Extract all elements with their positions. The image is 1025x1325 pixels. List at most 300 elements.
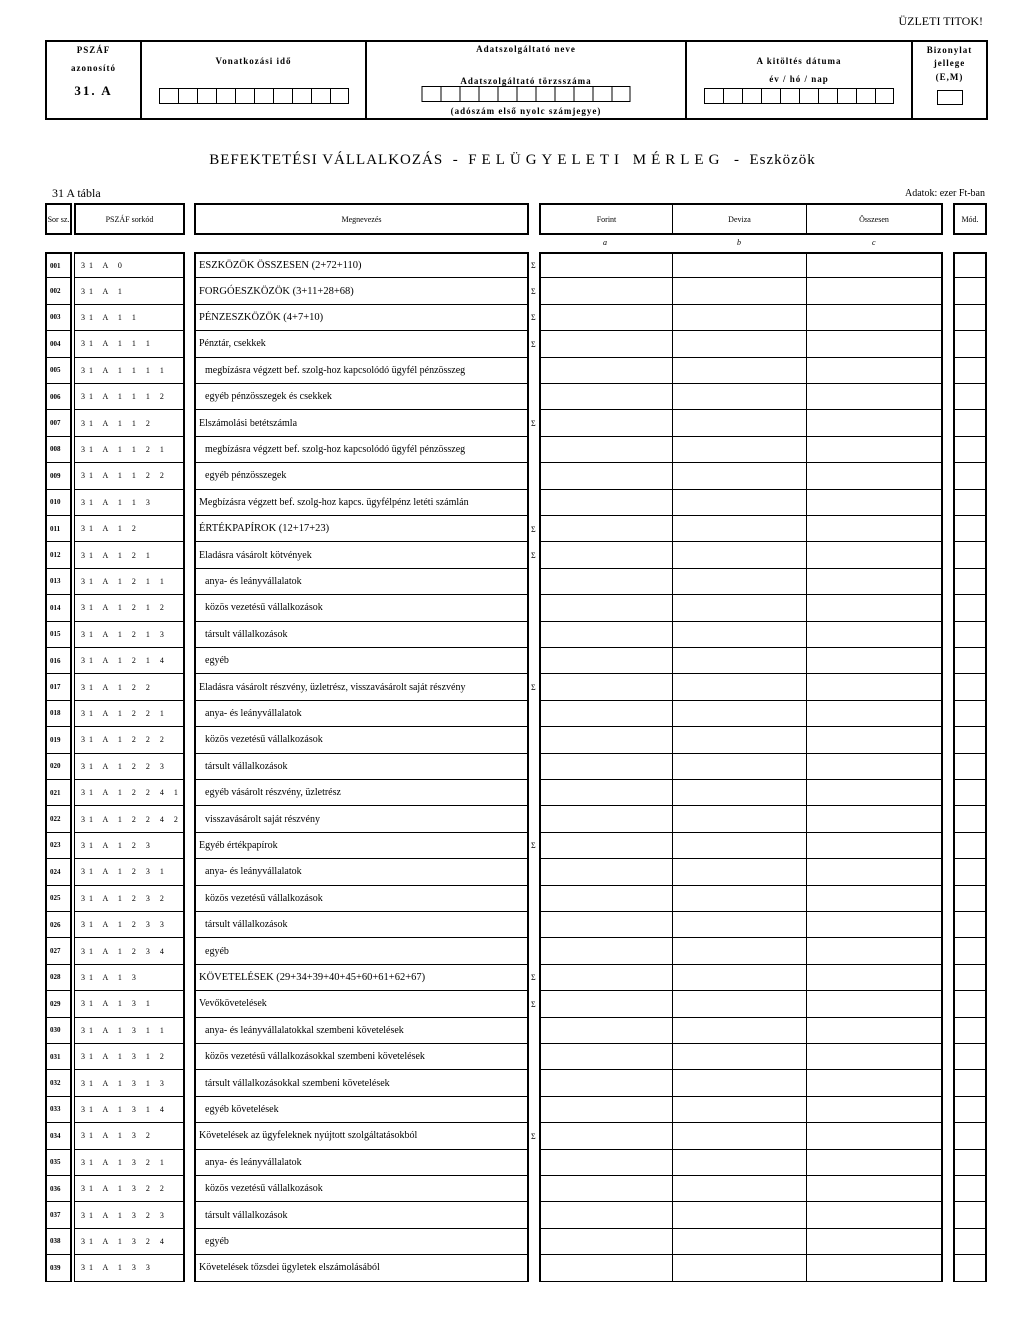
row-number: 025 xyxy=(45,886,72,912)
col-forint-header: Forint xyxy=(541,203,673,235)
deviza-cell[interactable] xyxy=(673,938,807,964)
mod-cell[interactable] xyxy=(953,806,987,832)
osszesen-cell[interactable] xyxy=(807,595,943,621)
row-code: 31 A 1 2 3 xyxy=(74,833,185,859)
row-label: egyéb pénzösszegek és csekkek xyxy=(194,384,529,410)
row-number: 035 xyxy=(45,1150,72,1176)
deviza-cell[interactable] xyxy=(673,1097,807,1123)
row-code: 31 A 1 2 3 2 xyxy=(74,886,185,912)
row-label: Egyéb értékpapírok xyxy=(194,833,529,859)
deviza-cell[interactable] xyxy=(673,1176,807,1202)
col-name-header: Megnevezés xyxy=(194,203,529,235)
row-number: 007 xyxy=(45,410,72,436)
mod-cell[interactable] xyxy=(953,331,987,357)
row-number: 026 xyxy=(45,912,72,938)
sum-marker xyxy=(531,886,539,912)
mod-cell[interactable] xyxy=(953,252,987,278)
osszesen-cell[interactable] xyxy=(807,463,943,489)
row-code: 31 A 1 2 2 4 2 xyxy=(74,806,185,832)
row-number: 029 xyxy=(45,991,72,1017)
row-number: 036 xyxy=(45,1176,72,1202)
sum-marker xyxy=(531,648,539,674)
osszesen-cell[interactable] xyxy=(807,622,943,648)
osszesen-cell[interactable] xyxy=(807,542,943,568)
row-number: 010 xyxy=(45,490,72,516)
sum-marker xyxy=(531,1070,539,1096)
mod-cell[interactable] xyxy=(953,754,987,780)
mod-cell[interactable] xyxy=(953,305,987,331)
osszesen-cell[interactable] xyxy=(807,806,943,832)
row-label: Eladásra vásárolt részvény, üzletrész, visszavásárolt saját részvény xyxy=(194,674,529,700)
sum-marker: Σ xyxy=(531,524,536,534)
provider-cell xyxy=(367,42,687,118)
sum-marker xyxy=(531,780,539,806)
deviza-cell[interactable] xyxy=(673,701,807,727)
sum-marker xyxy=(531,437,539,463)
row-label: megbízásra végzett bef. szolg-hoz kapcsolódó ügyfél pénzösszeg xyxy=(194,358,529,384)
row-number: 001 xyxy=(45,252,72,278)
deviza-cell[interactable] xyxy=(673,833,807,859)
table-row xyxy=(0,727,1025,753)
osszesen-cell[interactable] xyxy=(807,886,943,912)
osszesen-cell[interactable] xyxy=(807,859,943,885)
sum-marker xyxy=(531,1255,539,1281)
osszesen-cell[interactable] xyxy=(807,991,943,1017)
forint-cell[interactable] xyxy=(539,569,673,595)
sum-marker xyxy=(531,1202,539,1228)
row-label: Eladásra vásárolt kötvények xyxy=(194,542,529,568)
pszaf-code: 31. A xyxy=(74,83,113,98)
mod-cell[interactable] xyxy=(953,1018,987,1044)
mod-cell[interactable] xyxy=(953,674,987,700)
forint-cell[interactable] xyxy=(539,780,673,806)
row-label: anya- és leányvállalatok xyxy=(194,569,529,595)
sum-marker xyxy=(531,1044,539,1070)
row-code: 31 A 1 2 2 2 xyxy=(74,727,185,753)
forint-cell[interactable] xyxy=(539,727,673,753)
mod-cell[interactable] xyxy=(953,965,987,991)
table-row xyxy=(0,1202,1025,1228)
sum-marker: Σ xyxy=(531,1131,536,1141)
sum-marker xyxy=(531,1150,539,1176)
sum-marker xyxy=(531,569,539,595)
osszesen-cell[interactable] xyxy=(807,1018,943,1044)
mod-cell[interactable] xyxy=(953,1229,987,1255)
row-number: 033 xyxy=(45,1097,72,1123)
table-row xyxy=(0,358,1025,384)
osszesen-cell[interactable] xyxy=(807,1255,943,1281)
forint-cell[interactable] xyxy=(539,938,673,964)
table-row xyxy=(0,1018,1025,1044)
forint-cell[interactable] xyxy=(539,1150,673,1176)
row-code: 31 A 1 2 3 3 xyxy=(74,912,185,938)
table-row xyxy=(0,595,1025,621)
row-number: 003 xyxy=(45,305,72,331)
sum-marker xyxy=(531,384,539,410)
deviza-cell[interactable] xyxy=(673,1150,807,1176)
table-row xyxy=(0,912,1025,938)
sum-marker xyxy=(531,806,539,832)
row-code: 31 A 1 2 2 4 1 xyxy=(74,780,185,806)
period-cell xyxy=(142,42,367,118)
mod-cell[interactable] xyxy=(953,384,987,410)
forint-cell[interactable] xyxy=(539,1044,673,1070)
table-row xyxy=(0,1123,1025,1149)
row-number: 031 xyxy=(45,1044,72,1070)
forint-cell[interactable] xyxy=(539,622,673,648)
row-number: 014 xyxy=(45,595,72,621)
row-code: 31 A 1 2 2 3 xyxy=(74,754,185,780)
osszesen-cell[interactable] xyxy=(807,1097,943,1123)
row-label: anya- és leányvállalatok xyxy=(194,1150,529,1176)
row-number: 028 xyxy=(45,965,72,991)
forint-cell[interactable] xyxy=(539,991,673,1017)
table-row xyxy=(0,1255,1025,1281)
sum-marker xyxy=(531,490,539,516)
mod-cell[interactable] xyxy=(953,648,987,674)
row-number: 013 xyxy=(45,569,72,595)
sum-marker: Σ xyxy=(531,313,536,323)
osszesen-cell[interactable] xyxy=(807,1044,943,1070)
deviza-cell[interactable] xyxy=(673,622,807,648)
deviza-cell[interactable] xyxy=(673,886,807,912)
row-code: 31 A 1 1 2 1 xyxy=(74,437,185,463)
title-part3: Eszközök xyxy=(749,152,816,168)
osszesen-cell[interactable] xyxy=(807,569,943,595)
period-input[interactable] xyxy=(159,88,349,104)
mod-cell[interactable] xyxy=(953,490,987,516)
osszesen-cell[interactable] xyxy=(807,252,943,278)
page-title: BEFEKTETÉSI VÁLLALKOZÁS - FELÜGYELETI MÉRLEG - Eszközök xyxy=(209,152,816,168)
mod-cell[interactable] xyxy=(953,886,987,912)
mod-cell[interactable] xyxy=(953,358,987,384)
osszesen-cell[interactable] xyxy=(807,648,943,674)
col-c-letter: c xyxy=(872,238,876,247)
row-number: 022 xyxy=(45,806,72,832)
deviza-cell[interactable] xyxy=(673,384,807,410)
osszesen-cell[interactable] xyxy=(807,701,943,727)
row-label: társult vállalkozásokkal szembeni követelések xyxy=(194,1070,529,1096)
mod-cell[interactable] xyxy=(953,1202,987,1228)
forint-cell[interactable] xyxy=(539,1097,673,1123)
mod-cell[interactable] xyxy=(953,1070,987,1096)
row-code: 31 A 1 1 3 xyxy=(74,490,185,516)
forint-cell[interactable] xyxy=(539,1070,673,1096)
pszaf-sub-label: azonosító xyxy=(71,63,116,73)
deviza-cell[interactable] xyxy=(673,252,807,278)
row-label: megbízásra végzett bef. szolg-hoz kapcsolódó ügyfél pénzösszeg xyxy=(194,437,529,463)
osszesen-cell[interactable] xyxy=(807,938,943,964)
osszesen-cell[interactable] xyxy=(807,384,943,410)
col-sor-header: Sor sz. xyxy=(45,203,72,235)
deviza-cell[interactable] xyxy=(673,674,807,700)
provider-reg-input[interactable] xyxy=(422,86,631,102)
sum-marker: Σ xyxy=(531,260,536,270)
sum-marker xyxy=(531,463,539,489)
row-number: 038 xyxy=(45,1229,72,1255)
sum-marker: Σ xyxy=(531,973,536,983)
row-label: egyéb követelések xyxy=(194,1097,529,1123)
row-number: 032 xyxy=(45,1070,72,1096)
row-code: 31 A 1 1 1 2 xyxy=(74,384,185,410)
forint-cell[interactable] xyxy=(539,806,673,832)
mod-cell[interactable] xyxy=(953,727,987,753)
row-label: ÉRTÉKPAPÍROK (12+17+23) xyxy=(194,516,529,542)
row-code: 31 A 1 3 xyxy=(74,965,185,991)
sum-marker xyxy=(531,701,539,727)
forint-cell[interactable] xyxy=(539,833,673,859)
osszesen-cell[interactable] xyxy=(807,965,943,991)
forint-cell[interactable] xyxy=(539,358,673,384)
pszaf-label: PSZÁF xyxy=(76,45,111,55)
deviza-cell[interactable] xyxy=(673,278,807,304)
osszesen-cell[interactable] xyxy=(807,1229,943,1255)
forint-cell[interactable] xyxy=(539,1123,673,1149)
mod-cell[interactable] xyxy=(953,463,987,489)
table-row xyxy=(0,648,1025,674)
osszesen-cell[interactable] xyxy=(807,437,943,463)
deviza-cell[interactable] xyxy=(673,331,807,357)
osszesen-cell[interactable] xyxy=(807,674,943,700)
table-row xyxy=(0,278,1025,304)
deviza-cell[interactable] xyxy=(673,358,807,384)
row-code: 31 A 1 2 1 2 xyxy=(74,595,185,621)
mod-cell[interactable] xyxy=(953,1097,987,1123)
deviza-cell[interactable] xyxy=(673,516,807,542)
sum-marker xyxy=(531,358,539,384)
forint-cell[interactable] xyxy=(539,1229,673,1255)
title-part2: FELÜGYELETI MÉRLEG xyxy=(468,152,725,168)
mod-cell[interactable] xyxy=(953,410,987,436)
forint-cell[interactable] xyxy=(539,1202,673,1228)
sum-marker xyxy=(531,595,539,621)
forint-cell[interactable] xyxy=(539,1255,673,1281)
fill-date-input[interactable] xyxy=(704,88,894,104)
mod-cell[interactable] xyxy=(953,991,987,1017)
table-row xyxy=(0,886,1025,912)
row-label: közös vezetésű vállalkozások xyxy=(194,1176,529,1202)
osszesen-cell[interactable] xyxy=(807,358,943,384)
deviza-cell[interactable] xyxy=(673,595,807,621)
row-code: 31 A 1 2 1 4 xyxy=(74,648,185,674)
deviza-cell[interactable] xyxy=(673,569,807,595)
osszesen-cell[interactable] xyxy=(807,727,943,753)
table-row xyxy=(0,780,1025,806)
row-number: 015 xyxy=(45,622,72,648)
table-row xyxy=(0,938,1025,964)
deviza-cell[interactable] xyxy=(673,780,807,806)
deviza-cell[interactable] xyxy=(673,912,807,938)
row-number: 009 xyxy=(45,463,72,489)
forint-cell[interactable] xyxy=(539,463,673,489)
provider-reg-note: (adószám első nyolc számjegye) xyxy=(450,106,602,116)
row-code: 31 A 1 1 1 1 xyxy=(74,358,185,384)
deviza-cell[interactable] xyxy=(673,1202,807,1228)
deviza-cell[interactable] xyxy=(673,1229,807,1255)
osszesen-cell[interactable] xyxy=(807,490,943,516)
osszesen-cell[interactable] xyxy=(807,780,943,806)
row-code: 31 A 1 xyxy=(74,278,185,304)
mod-cell[interactable] xyxy=(953,622,987,648)
col-osszesen-header: Összesen xyxy=(859,214,889,224)
osszesen-cell[interactable] xyxy=(807,754,943,780)
col-deviza-header: Deviza xyxy=(673,203,807,235)
deviza-cell[interactable] xyxy=(673,754,807,780)
row-number: 023 xyxy=(45,833,72,859)
mod-cell[interactable] xyxy=(953,569,987,595)
forint-cell[interactable] xyxy=(539,965,673,991)
deviza-cell[interactable] xyxy=(673,305,807,331)
deviza-cell[interactable] xyxy=(673,542,807,568)
deviza-cell[interactable] xyxy=(673,1255,807,1281)
mod-cell[interactable] xyxy=(953,859,987,885)
mod-cell[interactable] xyxy=(953,780,987,806)
forint-cell[interactable] xyxy=(539,252,673,278)
osszesen-cell[interactable] xyxy=(807,833,943,859)
mod-cell[interactable] xyxy=(953,833,987,859)
forint-cell[interactable] xyxy=(539,410,673,436)
row-number: 030 xyxy=(45,1018,72,1044)
row-label: társult vállalkozások xyxy=(194,912,529,938)
deviza-cell[interactable] xyxy=(673,1070,807,1096)
row-code: 31 A 1 3 2 4 xyxy=(74,1229,185,1255)
sum-marker: Σ xyxy=(531,841,536,851)
mod-cell[interactable] xyxy=(953,1255,987,1281)
forint-cell[interactable] xyxy=(539,701,673,727)
table-row xyxy=(0,1097,1025,1123)
table-row xyxy=(0,991,1025,1017)
osszesen-cell[interactable] xyxy=(807,516,943,542)
row-code: 31 A 1 3 1 3 xyxy=(74,1070,185,1096)
deviza-cell[interactable] xyxy=(673,965,807,991)
units-note: Adatok: ezer Ft-ban xyxy=(905,188,985,199)
forint-cell[interactable] xyxy=(539,912,673,938)
confidential-notice: ÜZLETI TITOK! xyxy=(898,14,983,28)
deviza-cell[interactable] xyxy=(673,1123,807,1149)
forint-cell[interactable] xyxy=(539,754,673,780)
col-b-letter: b xyxy=(737,238,741,247)
osszesen-cell[interactable] xyxy=(807,1123,943,1149)
row-number: 024 xyxy=(45,859,72,885)
forint-cell[interactable] xyxy=(539,490,673,516)
mod-cell[interactable] xyxy=(953,938,987,964)
table-number: 31 A tábla xyxy=(52,186,101,200)
deviza-cell[interactable] xyxy=(673,490,807,516)
osszesen-cell[interactable] xyxy=(807,410,943,436)
forint-cell[interactable] xyxy=(539,648,673,674)
row-label: PÉNZESZKÖZÖK (4+7+10) xyxy=(194,305,529,331)
row-code: 31 A 1 2 xyxy=(74,516,185,542)
forint-cell[interactable] xyxy=(539,384,673,410)
col-mod-header: Mód. xyxy=(953,203,987,235)
deviza-cell[interactable] xyxy=(673,1018,807,1044)
forint-cell[interactable] xyxy=(539,331,673,357)
forint-cell[interactable] xyxy=(539,1018,673,1044)
osszesen-cell[interactable] xyxy=(807,278,943,304)
osszesen-cell[interactable] xyxy=(807,331,943,357)
deviza-cell[interactable] xyxy=(673,437,807,463)
forint-cell[interactable] xyxy=(539,305,673,331)
deviza-cell[interactable] xyxy=(673,859,807,885)
mod-cell[interactable] xyxy=(953,516,987,542)
doc-type-label: Bizonylat jellege xyxy=(926,45,973,68)
row-code: 31 A 1 3 2 xyxy=(74,1123,185,1149)
mod-cell[interactable] xyxy=(953,1123,987,1149)
mod-cell[interactable] xyxy=(953,701,987,727)
doc-type-input[interactable] xyxy=(937,90,963,105)
deviza-cell[interactable] xyxy=(673,727,807,753)
forint-cell[interactable] xyxy=(539,1176,673,1202)
row-number: 008 xyxy=(45,437,72,463)
mod-cell[interactable] xyxy=(953,595,987,621)
mod-cell[interactable] xyxy=(953,1176,987,1202)
sum-marker: Σ xyxy=(531,339,536,349)
row-code: 31 A 0 xyxy=(74,252,185,278)
row-label: Követelések az ügyfeleknek nyújtott szolgáltatásokból xyxy=(194,1123,529,1149)
deviza-cell[interactable] xyxy=(673,410,807,436)
forint-cell[interactable] xyxy=(539,674,673,700)
row-code: 31 A 1 3 3 xyxy=(74,1255,185,1281)
row-number: 005 xyxy=(45,358,72,384)
mod-cell[interactable] xyxy=(953,437,987,463)
deviza-cell[interactable] xyxy=(673,806,807,832)
row-label: közös vezetésű vállalkozásokkal szembeni követelések xyxy=(194,1044,529,1070)
osszesen-cell[interactable] xyxy=(807,912,943,938)
deviza-cell[interactable] xyxy=(673,648,807,674)
forint-cell[interactable] xyxy=(539,542,673,568)
row-code: 31 A 1 2 1 xyxy=(74,542,185,568)
mod-cell[interactable] xyxy=(953,1150,987,1176)
deviza-cell[interactable] xyxy=(673,463,807,489)
col-a-letter: a xyxy=(603,238,607,247)
mod-cell[interactable] xyxy=(953,912,987,938)
sum-marker: Σ xyxy=(531,683,536,693)
row-label: FORGÓESZKÖZÖK (3+11+28+68) xyxy=(194,278,529,304)
row-number: 018 xyxy=(45,701,72,727)
sum-marker xyxy=(531,622,539,648)
table-row xyxy=(0,252,1025,278)
osszesen-cell[interactable] xyxy=(807,1176,943,1202)
mod-cell[interactable] xyxy=(953,1044,987,1070)
osszesen-cell[interactable] xyxy=(807,1150,943,1176)
table-row xyxy=(0,569,1025,595)
row-number: 017 xyxy=(45,674,72,700)
forint-cell[interactable] xyxy=(539,886,673,912)
sum-marker xyxy=(531,859,539,885)
deviza-cell[interactable] xyxy=(673,991,807,1017)
forint-cell[interactable] xyxy=(539,595,673,621)
row-code: 31 A 1 1 1 xyxy=(74,331,185,357)
pszaf-id-cell xyxy=(47,42,142,118)
osszesen-cell[interactable] xyxy=(807,1070,943,1096)
forint-cell[interactable] xyxy=(539,516,673,542)
table-row xyxy=(0,833,1025,859)
row-label: ESZKÖZÖK ÖSSZESEN (2+72+110) xyxy=(194,252,529,278)
mod-cell[interactable] xyxy=(953,542,987,568)
row-number: 012 xyxy=(45,542,72,568)
deviza-cell[interactable] xyxy=(673,1044,807,1070)
row-number: 006 xyxy=(45,384,72,410)
forint-cell[interactable] xyxy=(539,278,673,304)
row-code: 31 A 1 2 1 1 xyxy=(74,569,185,595)
mod-cell[interactable] xyxy=(953,278,987,304)
osszesen-cell[interactable] xyxy=(807,305,943,331)
forint-cell[interactable] xyxy=(539,437,673,463)
row-code: 31 A 1 3 1 1 xyxy=(74,1018,185,1044)
table-row xyxy=(0,1176,1025,1202)
forint-cell[interactable] xyxy=(539,859,673,885)
osszesen-cell[interactable] xyxy=(807,1202,943,1228)
